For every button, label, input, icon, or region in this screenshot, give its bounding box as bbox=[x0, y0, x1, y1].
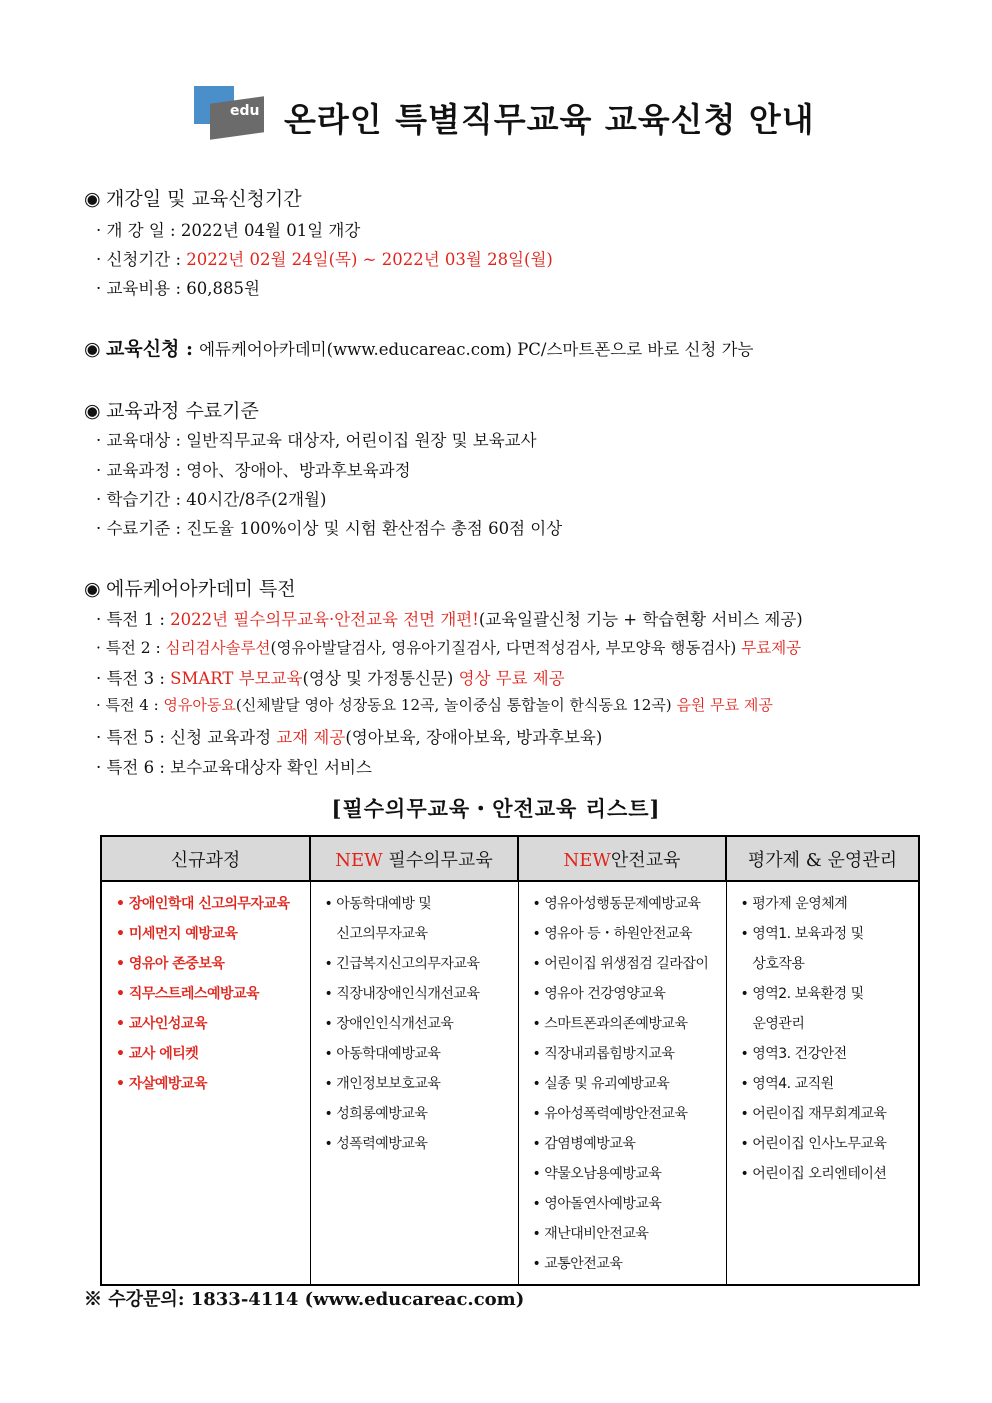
benefit-2: · 특전 2 : 심리검사솔루션(영유아발달검사, 영유아기질검사, 다면적성검사, 부모양육 행동검사) 무료제공 bbox=[96, 639, 802, 657]
list-item: • 아동학대예방교육 bbox=[324, 1046, 441, 1062]
contact-footer: ※ 수강문의: 1833-4114 (www.educareac.com) bbox=[84, 1289, 525, 1310]
benefit-4: · 특전 4 : 영유아동요(신체발달 영아 성장동요 12곡, 놀이중심 통합놀이 한식동요 12곡) 음원 무료 제공 bbox=[96, 696, 773, 714]
course-line: · 교육과정 : 영아、장애아、방과후보육과정 bbox=[96, 461, 411, 480]
list-item: • 장애인인식개선교육 bbox=[324, 1016, 454, 1032]
list-item: • 교사인성교육 bbox=[116, 1016, 207, 1032]
list-item: 상호작용 bbox=[740, 956, 805, 972]
benefit-5: · 특전 5 : 신청 교육과정 교재 제공(영아보육, 장애아보육, 방과후보육) bbox=[96, 728, 603, 747]
col-mandatory bbox=[310, 881, 518, 1285]
list-item: 운영관리 bbox=[740, 1016, 805, 1032]
list-item: • 교사 에티켓 bbox=[116, 1046, 199, 1062]
benefit-3: · 특전 3 : SMART 부모교육(영상 및 가정통신문) 영상 무료 제공 bbox=[96, 669, 565, 688]
col-evaluation bbox=[726, 881, 919, 1285]
col-header-evaluation: 평가제 & 운영관리 bbox=[726, 836, 919, 881]
apply-period-line: · 신청기간 : 2022년 02월 24일(목) ~ 2022년 03월 28일(월) bbox=[96, 250, 553, 269]
fee-line: · 교육비용 : 60,885원 bbox=[96, 279, 260, 298]
col-new-courses bbox=[101, 881, 310, 1285]
circle-bullet-icon: ◉ bbox=[84, 400, 101, 422]
criteria-line: · 수료기준 : 진도율 100%이상 및 시험 환산점수 총점 60점 이상 bbox=[96, 519, 563, 538]
list-item: • 영아돌연사예방교육 bbox=[532, 1196, 662, 1212]
list-title: [필수의무교육・안전교육 리스트] bbox=[331, 796, 661, 821]
list-item: • 아동학대예방 및 bbox=[324, 896, 432, 912]
target-line: · 교육대상 : 일반직무교육 대상자, 어린이집 원장 및 보육교사 bbox=[96, 431, 537, 450]
list-item: • 장애인학대 신고의무자교육 bbox=[116, 896, 290, 912]
list-item: • 어린이집 인사노무교육 bbox=[740, 1136, 887, 1152]
benefit-6: · 특전 6 : 보수교육대상자 확인 서비스 bbox=[96, 758, 372, 777]
list-item: • 영유아성행동문제예방교육 bbox=[532, 896, 701, 912]
section-benefits-heading: ◉ 에듀케어아카데미 특전 bbox=[84, 578, 296, 600]
list-item: • 교통안전교육 bbox=[532, 1256, 623, 1272]
list-item: • 영역1. 보육과정 및 bbox=[740, 926, 864, 942]
list-item: • 개인정보보호교육 bbox=[324, 1076, 441, 1092]
title-area bbox=[0, 86, 992, 142]
col-header-mandatory: NEW 필수의무교육 bbox=[310, 836, 518, 881]
edu-logo bbox=[194, 86, 266, 138]
benefit-1: · 특전 1 : 2022년 필수의무교육·안전교육 전면 개편!(교육일괄신청 기능 + 학습현황 서비스 제공) bbox=[96, 610, 803, 629]
col-header-new-courses: 신규과정 bbox=[101, 836, 310, 881]
section-criteria-heading: ◉ 교육과정 수료기준 bbox=[84, 400, 259, 422]
list-item: • 자살예방교육 bbox=[116, 1076, 207, 1092]
period-line: · 학습기간 : 40시간/8주(2개월) bbox=[96, 490, 327, 509]
list-item: • 스마트폰과의존예방교육 bbox=[532, 1016, 688, 1032]
circle-bullet-icon: ◉ bbox=[84, 338, 101, 360]
list-item: • 미세먼지 예방교육 bbox=[116, 926, 238, 942]
open-date-line: · 개 강 일 : 2022년 04월 01일 개강 bbox=[96, 221, 361, 240]
list-item: • 실종 및 유괴예방교육 bbox=[532, 1076, 670, 1092]
list-item: • 직무스트레스예방교육 bbox=[116, 986, 260, 1002]
list-item: • 어린이집 오리엔테이션 bbox=[740, 1166, 887, 1182]
logo-text: edu bbox=[230, 103, 260, 119]
page-title: 온라인 특별직무교육 교육신청 안내 bbox=[284, 100, 815, 139]
list-item: • 영역2. 보육환경 및 bbox=[740, 986, 864, 1002]
list-item: • 유아성폭력예방안전교육 bbox=[532, 1106, 688, 1122]
list-item: • 성희롱예방교육 bbox=[324, 1106, 428, 1122]
list-item: • 평가제 운영체계 bbox=[740, 896, 848, 912]
section-apply: ◉ 교육신청 : 에듀케어아카데미(www.educareac.com) PC/스마트폰으로 바로 신청 가능 bbox=[84, 338, 754, 360]
list-item: • 영유아 건강영양교육 bbox=[532, 986, 666, 1002]
list-item: • 성폭력예방교육 bbox=[324, 1136, 428, 1152]
list-item: • 직장내장애인식개선교육 bbox=[324, 986, 480, 1002]
list-item: • 영유아 등・하원안전교육 bbox=[532, 926, 692, 942]
list-item: 신고의무자교육 bbox=[324, 926, 428, 942]
list-item: • 감염병예방교육 bbox=[532, 1136, 636, 1152]
list-item: • 재난대비안전교육 bbox=[532, 1226, 649, 1242]
list-item: • 직장내괴롭힘방지교육 bbox=[532, 1046, 675, 1062]
section-schedule-heading: ◉ 개강일 및 교육신청기간 bbox=[84, 188, 302, 210]
course-list-table bbox=[100, 835, 920, 1286]
list-item: • 약물오남용예방교육 bbox=[532, 1166, 662, 1182]
list-item: • 영역4. 교직원 bbox=[740, 1076, 834, 1092]
col-header-safety: NEW안전교육 bbox=[518, 836, 726, 881]
list-item: • 어린이집 위생점검 길라잡이 bbox=[532, 956, 709, 972]
list-item: • 영역3. 건강안전 bbox=[740, 1046, 847, 1062]
list-item: • 긴급복지신고의무자교육 bbox=[324, 956, 480, 972]
circle-bullet-icon: ◉ bbox=[84, 188, 101, 210]
list-item: • 어린이집 재무회계교육 bbox=[740, 1106, 887, 1122]
list-item: • 영유아 존중보육 bbox=[116, 956, 225, 972]
circle-bullet-icon: ◉ bbox=[84, 578, 101, 600]
col-safety bbox=[518, 881, 726, 1285]
